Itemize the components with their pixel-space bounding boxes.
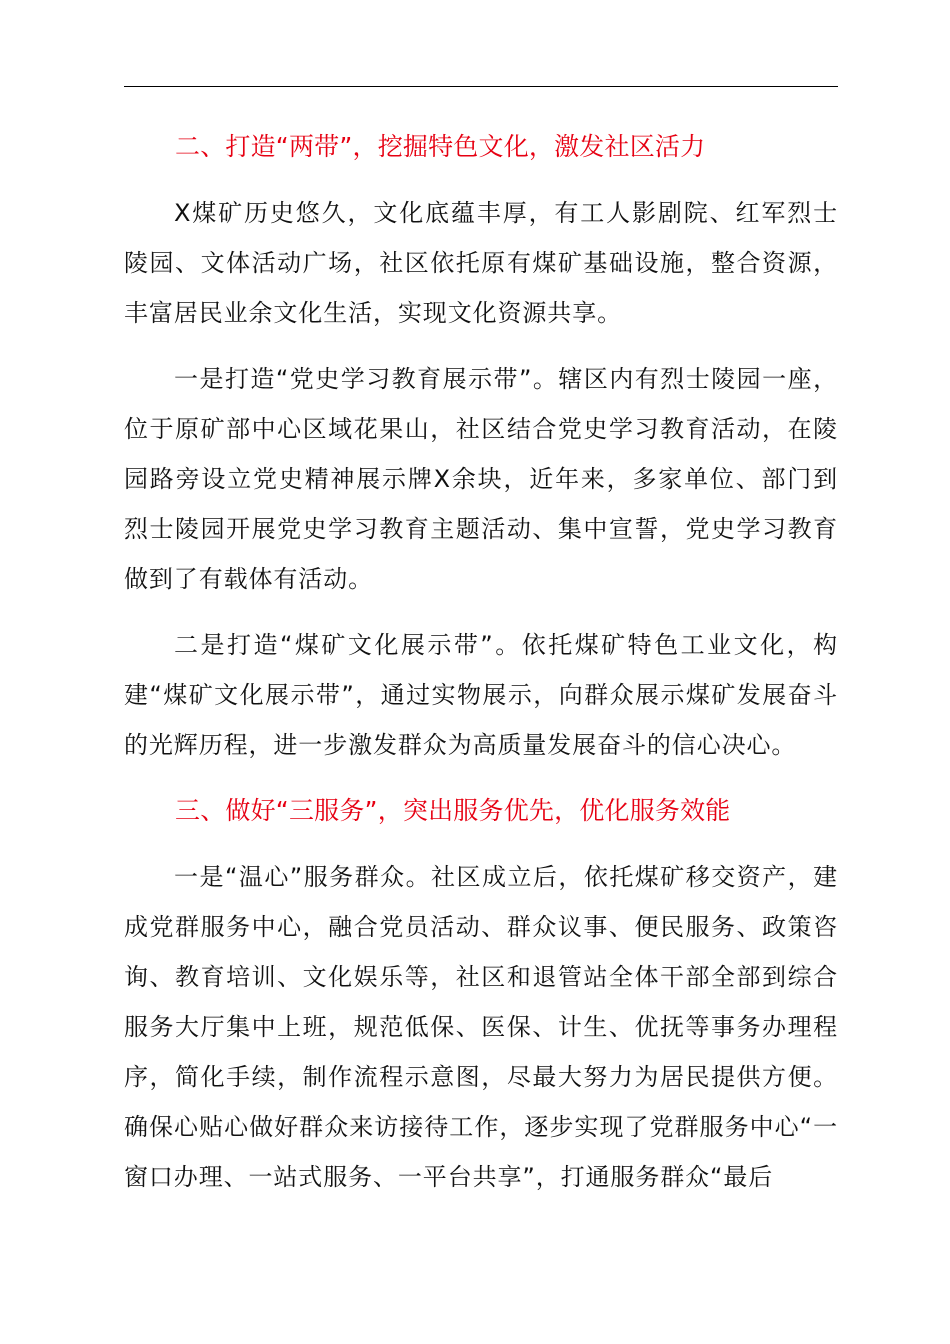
- header-rule: [124, 86, 838, 87]
- document-body: [124, 122, 838, 1218]
- paragraph-party-history-belt: 一是打造“党史学习教育展示带”。辖区内有烈士陵园一座，位于原矿部中心区域花果山，社区结合党史学习教育活动，在陵园路旁设立党史精神展示牌X余块，近年来，多家单位、部门到烈士陵园开展党史学习教育主题活动、集中宣誓，党史学习教育做到了有载体有活动。: [124, 365, 838, 593]
- paragraph-culture-intro: X煤矿历史悠久，文化底蕴丰厚，有工人影剧院、红军烈士陵园、文体活动广场，社区依托原有煤矿基础设施，整合资源，丰富居民业余文化生活，实现文化资源共享。: [124, 199, 838, 327]
- paragraph-warm-service: 一是“温心”服务群众。社区成立后，依托煤矿移交资产，建成党群服务中心，融合党员活动、群众议事、便民服务、政策咨询、教育培训、文化娱乐等，社区和退管站全体干部全部到综合服务大厅集中上班，规范低保、医保、计生、优抚等事务办理程序，简化手续，制作流程示意图，尽最大努力为居民提供方便。确保心贴心做好群众来访接待工作，逐步实现了党群服务中心“一窗口办理、一站式服务、一平台共享”，打通服务群众“最后: [124, 863, 838, 1191]
- section-heading-2: 二、打造“两带”，挖掘特色文化，激发社区活力: [175, 132, 706, 161]
- paragraph-coal-culture-belt: 二是打造“煤矿文化展示带”。依托煤矿特色工业文化，构建“煤矿文化展示带”，通过实物展示，向群众展示煤矿发展奋斗的光辉历程，进一步激发群众为高质量发展奋斗的信心决心。: [124, 631, 838, 759]
- section-heading-3: 三、做好“三服务”，突出服务优先，优化服务效能: [175, 796, 731, 825]
